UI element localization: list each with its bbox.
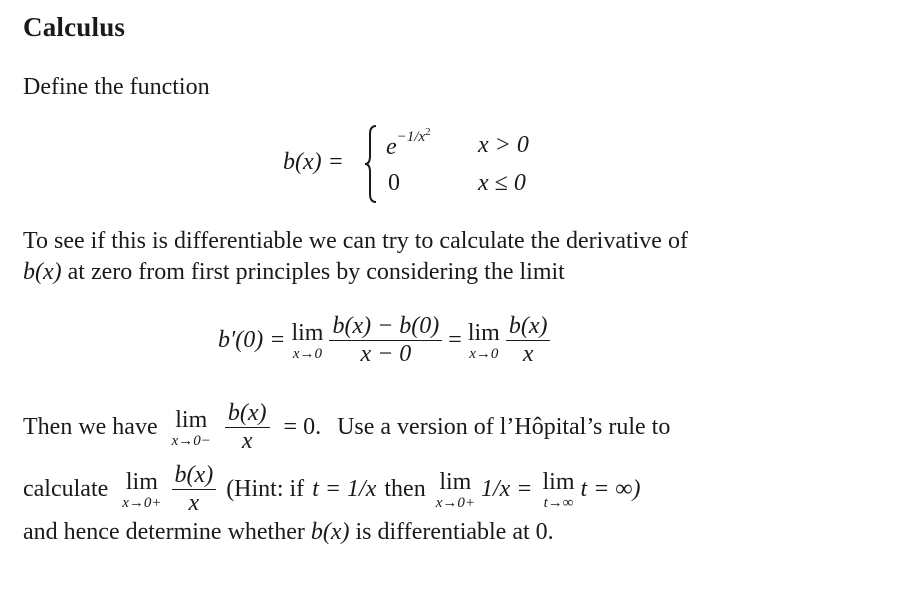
hint-limit-operator-2: lim t→∞: [542, 468, 575, 511]
derivative-limit-equation: b′(0) = lim x→0 $\frac{b(x) - b(0)}{x - 0}$ = lim x→0 $\frac{b(x)}{x}$: [218, 313, 550, 368]
derivative-lhs: b′(0) =: [218, 327, 286, 354]
paragraph-2-line-3: and hence determine whether b(x) is differentiable at 0.: [23, 519, 554, 545]
limit-operator-2: lim x→0: [467, 319, 500, 362]
paragraph-1-line-1: To see if this is differentiable we can try to calculate the derivative of: [23, 228, 688, 254]
case1-expression: $e^{-1/x^2}$: [386, 126, 431, 160]
case2-expression: 0: [388, 170, 400, 196]
left-limit-quotient: $\frac{b(x)}{x}$: [225, 400, 270, 455]
inline-math-bx: b(x): [23, 259, 62, 285]
case1-condition: x > 0: [478, 132, 529, 158]
limit-operator-1: lim x→0: [291, 319, 324, 362]
definition-lhs: b(x) =: [283, 149, 344, 175]
right-limit-operator: lim x→0+: [122, 468, 162, 511]
simplified-quotient: $\frac{b(x)}{x}$: [506, 313, 551, 368]
case2-condition: x ≤ 0: [478, 170, 526, 196]
page-title: Calculus: [23, 12, 126, 42]
paragraph-2-line-1: Then we have lim x→0− $\frac{b(x)}{x}$ = 0. Use a version of l’Hôpital’s rule to: [23, 400, 671, 455]
hint-limit-operator-1: lim x→0+: [435, 468, 475, 511]
right-limit-quotient: $\frac{b(x)}{x}$: [172, 462, 217, 517]
intro-text: Define the function: [23, 74, 210, 100]
left-brace: [364, 124, 378, 204]
paragraph-2-line-2: calculate lim x→0+ $\frac{b(x)}{x}$ (Hint: if t = 1/x then lim x→0+ 1/x = lim t→∞ t = ∞): [23, 462, 641, 517]
paragraph-1-line-2: b(x) at zero from first principles by considering the limit: [23, 259, 565, 285]
difference-quotient: $\frac{b(x) - b(0)}{x - 0}$: [329, 313, 442, 368]
left-limit-operator: lim x→0−: [171, 406, 211, 449]
